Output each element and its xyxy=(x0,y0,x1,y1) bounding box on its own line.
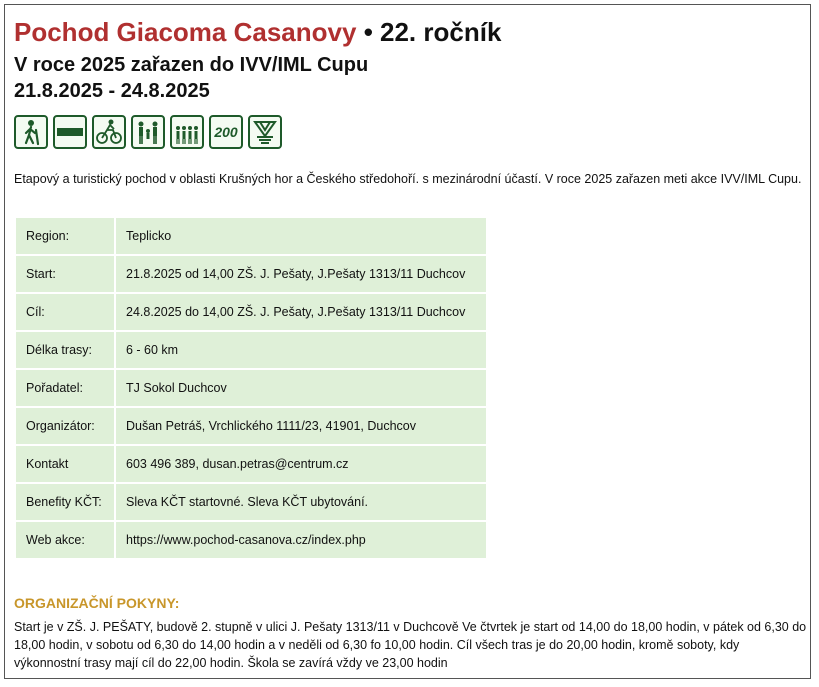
event-description: Etapový a turistický pochod v oblasti Krušných hor a Českého středohoří. s mezinárodní účastí. V roce 2025 zařazen meti akce IVV/IML Cupu. xyxy=(14,172,802,186)
family-icon xyxy=(131,115,165,149)
row-label: Organizátor: xyxy=(16,408,114,444)
row-label: Pořadatel: xyxy=(16,370,114,406)
table-row xyxy=(16,294,486,330)
cup-note: V roce 2025 zařazen do IVV/IML Cupu xyxy=(14,54,369,76)
row-value: TJ Sokol Duchcov xyxy=(116,370,486,406)
info-table xyxy=(14,216,488,560)
distance-200-badge xyxy=(209,115,243,149)
table-row xyxy=(16,446,486,482)
row-value: Sleva KČT startovné. Sleva KČT ubytování. xyxy=(116,484,486,520)
web-link[interactable]: https://www.pochod-casanova.cz/index.php xyxy=(116,522,486,558)
row-value: Dušan Petráš, Vrchlického 1111/23, 41901, Duchcov xyxy=(116,408,486,444)
row-label: Kontakt xyxy=(16,446,114,482)
event-edition: • 22. ročník xyxy=(363,17,502,47)
badge-row xyxy=(14,115,282,149)
row-label: Start: xyxy=(16,256,114,292)
page-title xyxy=(14,14,501,50)
ivv-emblem-icon xyxy=(248,115,282,149)
row-label: Délka trasy: xyxy=(16,332,114,368)
row-label: Benefity KČT: xyxy=(16,484,114,520)
row-label: Region: xyxy=(16,218,114,254)
row-value: 24.8.2025 do 14,00 ZŠ. J. Pešaty, J.Pešaty 1313/11 Duchcov xyxy=(116,294,486,330)
table-row xyxy=(16,370,486,406)
distance-label: 200 xyxy=(214,124,238,140)
table-row xyxy=(16,218,486,254)
row-label: Web akce: xyxy=(16,522,114,558)
contact-value[interactable]: 603 496 389, dusan.petras@centrum.cz xyxy=(116,446,486,482)
table-row xyxy=(16,408,486,444)
row-value: 21.8.2025 od 14,00 ZŠ. J. Pešaty, J.Pešaty 1313/11 Duchcov xyxy=(116,256,486,292)
organization-heading: ORGANIZAČNÍ POKYNY: xyxy=(14,595,180,611)
route-bar-icon xyxy=(53,115,87,149)
event-name: Pochod Giacoma Casanovy xyxy=(14,17,357,47)
organization-text: Start je v ZŠ. J. PEŠATY, budově 2. stupně v ulici J. Pešaty 1313/11 v Duchcově Ve čtvrtek je start od 14,00 do 18,00 hodin, v pátek od 6,30 do 18,00 hodin, v sobotu od 6,30 do 14,00 hodin a v neděli od 6,30 fo 10,00 hodin. Cíl všech tras je do 20,00 hodin, kromě soboty, kdy výkonnostní trasy mají cíl do 22,00 hodin. Škola se zavírá vždy ve 23,00 hodin xyxy=(14,620,807,670)
group-icon xyxy=(170,115,204,149)
table-row xyxy=(16,332,486,368)
cyclist-icon xyxy=(92,115,126,149)
row-label: Cíl: xyxy=(16,294,114,330)
row-value: Teplicko xyxy=(116,218,486,254)
table-row xyxy=(16,522,486,558)
table-row xyxy=(16,484,486,520)
table-row xyxy=(16,256,486,292)
event-dates: 21.8.2025 - 24.8.2025 xyxy=(14,80,210,102)
row-value: 6 - 60 km xyxy=(116,332,486,368)
hiker-icon xyxy=(14,115,48,149)
